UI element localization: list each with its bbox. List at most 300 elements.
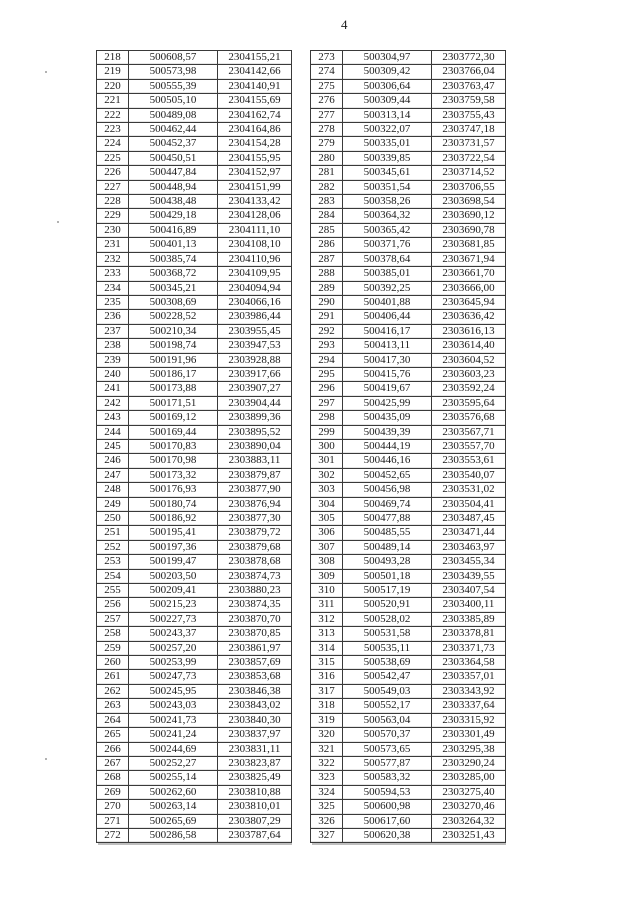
x-coordinate-cell: 500304,97: [343, 51, 432, 65]
point-number-cell: 260: [97, 656, 129, 670]
x-coordinate-cell: 500345,21: [129, 281, 218, 295]
table-row: [97, 800, 292, 814]
point-number-cell: 256: [97, 598, 129, 612]
x-coordinate-cell: 500419,67: [343, 382, 432, 396]
y-coordinate-cell: 2303636,42: [432, 310, 506, 324]
table-row: [311, 656, 506, 670]
y-coordinate-cell: 2303755,43: [432, 108, 506, 122]
x-coordinate-cell: 500247,73: [129, 670, 218, 684]
point-number-cell: 225: [97, 151, 129, 165]
table-row: [97, 353, 292, 367]
y-coordinate-cell: 2304109,95: [218, 267, 292, 281]
y-coordinate-cell: 2304155,69: [218, 94, 292, 108]
x-coordinate-cell: 500253,99: [129, 656, 218, 670]
x-coordinate-cell: 500535,11: [343, 641, 432, 655]
x-coordinate-cell: 500444,19: [343, 439, 432, 453]
x-coordinate-cell: 500520,91: [343, 598, 432, 612]
point-number-cell: 226: [97, 166, 129, 180]
table-row: [97, 137, 292, 151]
point-number-cell: 273: [311, 51, 343, 65]
table-row: [97, 94, 292, 108]
y-coordinate-cell: 2303295,38: [432, 742, 506, 756]
table-row: [311, 512, 506, 526]
y-coordinate-cell: 2303301,49: [432, 728, 506, 742]
y-coordinate-cell: 2303595,64: [432, 396, 506, 410]
x-coordinate-cell: 500180,74: [129, 497, 218, 511]
table-row: [311, 339, 506, 353]
table-row: [97, 713, 292, 727]
point-number-cell: 308: [311, 555, 343, 569]
scan-speck: [57, 221, 59, 223]
y-coordinate-cell: 2303870,70: [218, 612, 292, 626]
x-coordinate-cell: 500542,47: [343, 670, 432, 684]
point-number-cell: 236: [97, 310, 129, 324]
point-number-cell: 247: [97, 468, 129, 482]
y-coordinate-cell: 2304111,10: [218, 223, 292, 237]
point-number-cell: 269: [97, 785, 129, 799]
point-number-cell: 252: [97, 540, 129, 554]
point-number-cell: 277: [311, 108, 343, 122]
y-coordinate-cell: 2303810,01: [218, 800, 292, 814]
table-row: [311, 627, 506, 641]
y-coordinate-cell: 2303883,11: [218, 454, 292, 468]
y-coordinate-cell: 2303879,72: [218, 526, 292, 540]
table-row: [97, 612, 292, 626]
y-coordinate-cell: 2303890,04: [218, 439, 292, 453]
point-number-cell: 231: [97, 238, 129, 252]
point-number-cell: 250: [97, 512, 129, 526]
y-coordinate-cell: 2303706,55: [432, 180, 506, 194]
x-coordinate-cell: 500446,16: [343, 454, 432, 468]
y-coordinate-cell: 2303371,73: [432, 641, 506, 655]
point-number-cell: 223: [97, 123, 129, 137]
point-number-cell: 311: [311, 598, 343, 612]
x-coordinate-cell: 500186,92: [129, 512, 218, 526]
table-row: [97, 540, 292, 554]
x-coordinate-cell: 500462,44: [129, 123, 218, 137]
y-coordinate-cell: 2303874,73: [218, 569, 292, 583]
point-number-cell: 313: [311, 627, 343, 641]
y-coordinate-cell: 2304094,94: [218, 281, 292, 295]
y-coordinate-cell: 2303947,53: [218, 339, 292, 353]
y-coordinate-cell: 2303681,85: [432, 238, 506, 252]
y-coordinate-cell: 2304108,10: [218, 238, 292, 252]
table-row: [97, 699, 292, 713]
x-coordinate-cell: 500583,32: [343, 771, 432, 785]
y-coordinate-cell: 2304154,28: [218, 137, 292, 151]
y-coordinate-cell: 2303603,23: [432, 367, 506, 381]
point-number-cell: 219: [97, 65, 129, 79]
y-coordinate-cell: 2303661,70: [432, 267, 506, 281]
x-coordinate-cell: 500493,28: [343, 555, 432, 569]
x-coordinate-cell: 500489,14: [343, 540, 432, 554]
table-row: [311, 814, 506, 828]
table-row: [311, 828, 506, 842]
x-coordinate-cell: 500489,08: [129, 108, 218, 122]
table-row: [311, 353, 506, 367]
point-number-cell: 276: [311, 94, 343, 108]
table-row: [97, 209, 292, 223]
y-coordinate-cell: 2304162,74: [218, 108, 292, 122]
y-coordinate-cell: 2303567,71: [432, 425, 506, 439]
point-number-cell: 306: [311, 526, 343, 540]
point-number-cell: 266: [97, 742, 129, 756]
y-coordinate-cell: 2303604,52: [432, 353, 506, 367]
point-number-cell: 297: [311, 396, 343, 410]
x-coordinate-cell: 500538,69: [343, 656, 432, 670]
y-coordinate-cell: 2303772,30: [432, 51, 506, 65]
x-coordinate-cell: 500435,09: [343, 411, 432, 425]
point-number-cell: 283: [311, 195, 343, 209]
point-number-cell: 281: [311, 166, 343, 180]
y-coordinate-cell: 2303400,11: [432, 598, 506, 612]
x-coordinate-cell: 500255,14: [129, 771, 218, 785]
y-coordinate-cell: 2303857,69: [218, 656, 292, 670]
x-coordinate-cell: 500186,17: [129, 367, 218, 381]
x-coordinate-cell: 500425,99: [343, 396, 432, 410]
point-number-cell: 239: [97, 353, 129, 367]
table-row: [311, 555, 506, 569]
table-row: [311, 713, 506, 727]
x-coordinate-cell: 500450,51: [129, 151, 218, 165]
point-number-cell: 245: [97, 439, 129, 453]
point-number-cell: 248: [97, 483, 129, 497]
point-number-cell: 279: [311, 137, 343, 151]
y-coordinate-cell: 2303986,44: [218, 310, 292, 324]
table-row: [97, 468, 292, 482]
x-coordinate-cell: 500505,10: [129, 94, 218, 108]
table-row: [311, 756, 506, 770]
y-coordinate-cell: 2303487,45: [432, 512, 506, 526]
table-row: [97, 483, 292, 497]
table-row: [311, 612, 506, 626]
x-coordinate-cell: 500351,54: [343, 180, 432, 194]
x-coordinate-cell: 500417,30: [343, 353, 432, 367]
x-coordinate-cell: 500176,93: [129, 483, 218, 497]
point-number-cell: 278: [311, 123, 343, 137]
table-row: [97, 828, 292, 842]
table-row: [97, 684, 292, 698]
y-coordinate-cell: 2303540,07: [432, 468, 506, 482]
table-row: [97, 656, 292, 670]
x-coordinate-cell: 500252,27: [129, 756, 218, 770]
table-row: [97, 641, 292, 655]
table-row: [311, 540, 506, 554]
y-coordinate-cell: 2303904,44: [218, 396, 292, 410]
y-coordinate-cell: 2303553,61: [432, 454, 506, 468]
point-number-cell: 282: [311, 180, 343, 194]
y-coordinate-cell: 2303357,01: [432, 670, 506, 684]
table-row: [311, 439, 506, 453]
x-coordinate-cell: 500620,38: [343, 828, 432, 842]
x-coordinate-cell: 500227,73: [129, 612, 218, 626]
coordinates-table-right: [310, 50, 506, 843]
table-row: [311, 800, 506, 814]
point-number-cell: 243: [97, 411, 129, 425]
x-coordinate-cell: 500563,04: [343, 713, 432, 727]
x-coordinate-cell: 500173,88: [129, 382, 218, 396]
table-row: [97, 51, 292, 65]
table-row: [311, 195, 506, 209]
table-row: [97, 598, 292, 612]
y-coordinate-cell: 2303666,00: [432, 281, 506, 295]
point-number-cell: 272: [97, 828, 129, 842]
y-coordinate-cell: 2303831,11: [218, 742, 292, 756]
point-number-cell: 222: [97, 108, 129, 122]
y-coordinate-cell: 2303766,04: [432, 65, 506, 79]
table-row: [311, 324, 506, 338]
y-coordinate-cell: 2303614,40: [432, 339, 506, 353]
y-coordinate-cell: 2303690,78: [432, 223, 506, 237]
point-number-cell: 286: [311, 238, 343, 252]
table-row: [97, 310, 292, 324]
x-coordinate-cell: 500594,53: [343, 785, 432, 799]
table-row: [311, 785, 506, 799]
y-coordinate-cell: 2303895,52: [218, 425, 292, 439]
point-number-cell: 270: [97, 800, 129, 814]
y-coordinate-cell: 2304128,06: [218, 209, 292, 223]
y-coordinate-cell: 2303343,92: [432, 684, 506, 698]
table-row: [97, 223, 292, 237]
x-coordinate-cell: 500401,13: [129, 238, 218, 252]
point-number-cell: 235: [97, 295, 129, 309]
point-number-cell: 314: [311, 641, 343, 655]
y-coordinate-cell: 2303471,44: [432, 526, 506, 540]
table-row: [97, 65, 292, 79]
x-coordinate-cell: 500169,12: [129, 411, 218, 425]
x-coordinate-cell: 500517,19: [343, 584, 432, 598]
point-number-cell: 242: [97, 396, 129, 410]
x-coordinate-cell: 500313,14: [343, 108, 432, 122]
table-row: [311, 180, 506, 194]
x-coordinate-cell: 500528,02: [343, 612, 432, 626]
x-coordinate-cell: 500573,65: [343, 742, 432, 756]
x-coordinate-cell: 500573,98: [129, 65, 218, 79]
point-number-cell: 287: [311, 252, 343, 266]
x-coordinate-cell: 500485,55: [343, 526, 432, 540]
table-row: [97, 814, 292, 828]
table-row: [97, 180, 292, 194]
point-number-cell: 299: [311, 425, 343, 439]
x-coordinate-cell: 500416,89: [129, 223, 218, 237]
y-coordinate-cell: 2303285,00: [432, 771, 506, 785]
x-coordinate-cell: 500209,41: [129, 584, 218, 598]
x-coordinate-cell: 500215,23: [129, 598, 218, 612]
x-coordinate-cell: 500241,73: [129, 713, 218, 727]
table-row: [97, 785, 292, 799]
x-coordinate-cell: 500608,57: [129, 51, 218, 65]
point-number-cell: 325: [311, 800, 343, 814]
y-coordinate-cell: 2303907,27: [218, 382, 292, 396]
table-row: [311, 569, 506, 583]
table-row: [97, 569, 292, 583]
point-number-cell: 237: [97, 324, 129, 338]
x-coordinate-cell: 500241,24: [129, 728, 218, 742]
y-coordinate-cell: 2303877,30: [218, 512, 292, 526]
x-coordinate-cell: 500469,74: [343, 497, 432, 511]
point-number-cell: 321: [311, 742, 343, 756]
table-row: [311, 598, 506, 612]
point-number-cell: 274: [311, 65, 343, 79]
table-row: [311, 411, 506, 425]
point-number-cell: 284: [311, 209, 343, 223]
table-row: [311, 65, 506, 79]
y-coordinate-cell: 2303690,12: [432, 209, 506, 223]
table-row: [311, 310, 506, 324]
point-number-cell: 290: [311, 295, 343, 309]
x-coordinate-cell: 500477,88: [343, 512, 432, 526]
table-row: [97, 166, 292, 180]
x-coordinate-cell: 500243,37: [129, 627, 218, 641]
point-number-cell: 307: [311, 540, 343, 554]
x-coordinate-cell: 500429,18: [129, 209, 218, 223]
table-row: [311, 252, 506, 266]
x-coordinate-cell: 500617,60: [343, 814, 432, 828]
table-row: [97, 79, 292, 93]
x-coordinate-cell: 500243,03: [129, 699, 218, 713]
table-row: [311, 670, 506, 684]
x-coordinate-cell: 500244,69: [129, 742, 218, 756]
x-coordinate-cell: 500365,42: [343, 223, 432, 237]
point-number-cell: 327: [311, 828, 343, 842]
y-coordinate-cell: 2303747,18: [432, 123, 506, 137]
y-coordinate-cell: 2303407,54: [432, 584, 506, 598]
x-coordinate-cell: 500439,39: [343, 425, 432, 439]
y-coordinate-cell: 2303899,36: [218, 411, 292, 425]
point-number-cell: 262: [97, 684, 129, 698]
table-row: [97, 728, 292, 742]
y-coordinate-cell: 2303763,47: [432, 79, 506, 93]
x-coordinate-cell: 500195,41: [129, 526, 218, 540]
x-coordinate-cell: 500448,94: [129, 180, 218, 194]
point-number-cell: 246: [97, 454, 129, 468]
table-row: [97, 238, 292, 252]
table-row: [311, 137, 506, 151]
y-coordinate-cell: 2304155,95: [218, 151, 292, 165]
x-coordinate-cell: 500309,42: [343, 65, 432, 79]
y-coordinate-cell: 2304155,21: [218, 51, 292, 65]
y-coordinate-cell: 2303251,43: [432, 828, 506, 842]
table-row: [311, 526, 506, 540]
x-coordinate-cell: 500262,60: [129, 785, 218, 799]
point-number-cell: 221: [97, 94, 129, 108]
x-coordinate-cell: 500549,03: [343, 684, 432, 698]
table-row: [311, 641, 506, 655]
y-coordinate-cell: 2303616,13: [432, 324, 506, 338]
point-number-cell: 220: [97, 79, 129, 93]
table-row: [97, 526, 292, 540]
x-coordinate-cell: 500306,64: [343, 79, 432, 93]
point-number-cell: 255: [97, 584, 129, 598]
point-number-cell: 322: [311, 756, 343, 770]
y-coordinate-cell: 2303275,40: [432, 785, 506, 799]
point-number-cell: 310: [311, 584, 343, 598]
y-coordinate-cell: 2303861,97: [218, 641, 292, 655]
point-number-cell: 257: [97, 612, 129, 626]
y-coordinate-cell: 2303731,57: [432, 137, 506, 151]
x-coordinate-cell: 500456,98: [343, 483, 432, 497]
y-coordinate-cell: 2303876,94: [218, 497, 292, 511]
table-row: [97, 339, 292, 353]
table-row: [97, 756, 292, 770]
table-row: [97, 627, 292, 641]
y-coordinate-cell: 2303843,02: [218, 699, 292, 713]
table-row: [311, 468, 506, 482]
y-coordinate-cell: 2303264,32: [432, 814, 506, 828]
table-row: [97, 411, 292, 425]
x-coordinate-cell: 500191,96: [129, 353, 218, 367]
y-coordinate-cell: 2303870,85: [218, 627, 292, 641]
point-number-cell: 261: [97, 670, 129, 684]
y-coordinate-cell: 2304140,91: [218, 79, 292, 93]
point-number-cell: 318: [311, 699, 343, 713]
point-number-cell: 296: [311, 382, 343, 396]
x-coordinate-cell: 500501,18: [343, 569, 432, 583]
y-coordinate-cell: 2303917,66: [218, 367, 292, 381]
x-coordinate-cell: 500257,20: [129, 641, 218, 655]
point-number-cell: 232: [97, 252, 129, 266]
y-coordinate-cell: 2303645,94: [432, 295, 506, 309]
x-coordinate-cell: 500438,48: [129, 195, 218, 209]
x-coordinate-cell: 500339,85: [343, 151, 432, 165]
y-coordinate-cell: 2303315,92: [432, 713, 506, 727]
y-coordinate-cell: 2303671,94: [432, 252, 506, 266]
table-row: [311, 483, 506, 497]
point-number-cell: 295: [311, 367, 343, 381]
point-number-cell: 268: [97, 771, 129, 785]
x-coordinate-cell: 500452,65: [343, 468, 432, 482]
y-coordinate-cell: 2303378,81: [432, 627, 506, 641]
table-row: [311, 367, 506, 381]
point-number-cell: 298: [311, 411, 343, 425]
table-row: [97, 439, 292, 453]
y-coordinate-cell: 2303879,87: [218, 468, 292, 482]
point-number-cell: 292: [311, 324, 343, 338]
x-coordinate-cell: 500531,58: [343, 627, 432, 641]
y-coordinate-cell: 2303714,52: [432, 166, 506, 180]
table-row: [97, 123, 292, 137]
y-coordinate-cell: 2303531,02: [432, 483, 506, 497]
y-coordinate-cell: 2303592,24: [432, 382, 506, 396]
table-row: [97, 396, 292, 410]
point-number-cell: 300: [311, 439, 343, 453]
point-number-cell: 229: [97, 209, 129, 223]
table-row: [97, 382, 292, 396]
page-number: 4: [341, 17, 348, 32]
x-coordinate-cell: 500555,39: [129, 79, 218, 93]
table-row: [311, 108, 506, 122]
y-coordinate-cell: 2303455,34: [432, 555, 506, 569]
x-coordinate-cell: 500173,32: [129, 468, 218, 482]
table-row: [97, 555, 292, 569]
y-coordinate-cell: 2303880,23: [218, 584, 292, 598]
y-coordinate-cell: 2304142,66: [218, 65, 292, 79]
x-coordinate-cell: 500171,51: [129, 396, 218, 410]
y-coordinate-cell: 2303576,68: [432, 411, 506, 425]
y-coordinate-cell: 2303364,58: [432, 656, 506, 670]
x-coordinate-cell: 500577,87: [343, 756, 432, 770]
point-number-cell: 291: [311, 310, 343, 324]
point-number-cell: 305: [311, 512, 343, 526]
y-coordinate-cell: 2303846,38: [218, 684, 292, 698]
x-coordinate-cell: 500358,26: [343, 195, 432, 209]
point-number-cell: 251: [97, 526, 129, 540]
point-number-cell: 316: [311, 670, 343, 684]
x-coordinate-cell: 500245,95: [129, 684, 218, 698]
x-coordinate-cell: 500170,83: [129, 439, 218, 453]
table-row: [311, 209, 506, 223]
point-number-cell: 265: [97, 728, 129, 742]
